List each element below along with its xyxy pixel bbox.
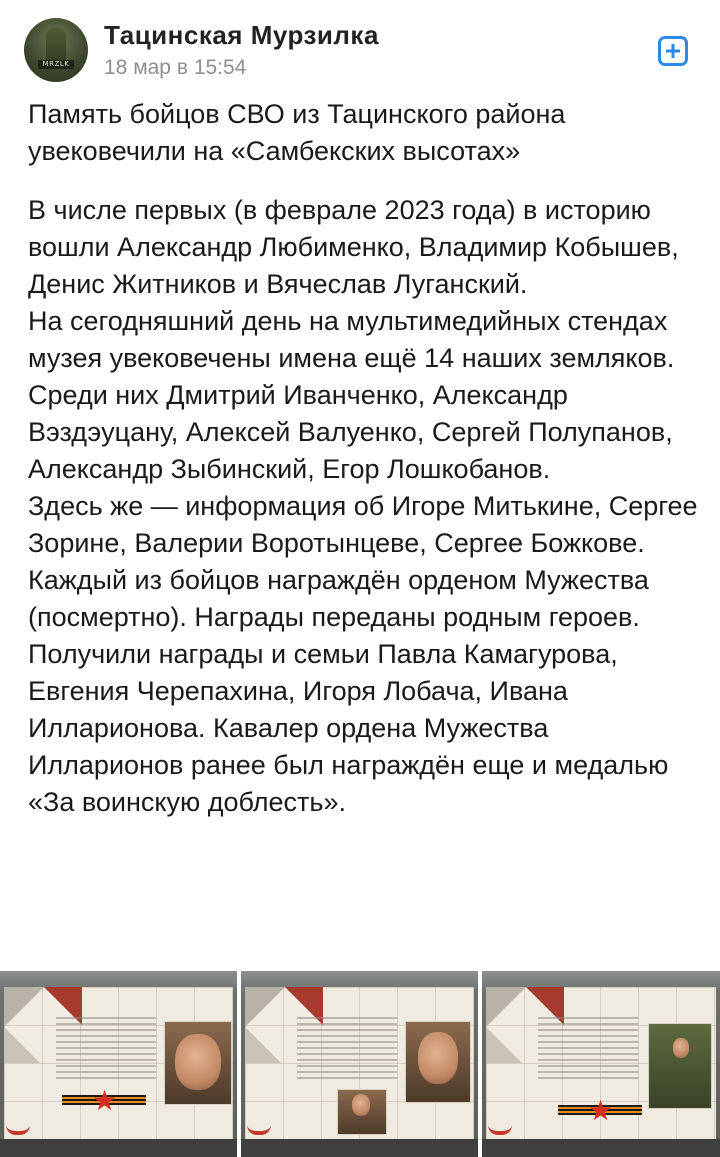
post-text — [28, 96, 704, 821]
portrait — [164, 1021, 232, 1105]
face — [175, 1034, 221, 1090]
stand-text — [538, 1017, 638, 1081]
decor-triangle — [245, 987, 285, 1027]
floor — [241, 1139, 478, 1157]
photo-thumbnail-2[interactable] — [241, 971, 478, 1157]
stand-text — [297, 1017, 397, 1081]
decor-triangle — [486, 987, 526, 1027]
post-paragraph: На сегодняшний день на мультимедийных стендах музея увековечены имена ещё 14 наших земляков. Среди них Дмитрий Иванченко, Александр Вэздэуцану, Алексей Валуенко, Сергей Полупанов, Александр Зыбинский, Егор Лошкобанов. — [28, 306, 675, 484]
post-paragraph: Здесь же — информация об Игоре Митькине, Сергее Зорине, Валерии Воротынцеве, Сергее Божкове. Каждый из бойцов награждён орденом Мужества (посмертно). Награды переданы родным героев. — [28, 491, 698, 632]
red-star-icon: ★ — [92, 1084, 118, 1117]
post-paragraph: Получили награды и семьи Павла Камагурова, Евгения Черепахина, Игоря Лобача, Ивана Илларионова. Кавалер ордена Мужества Илларионов ранее был награждён еще и медалью «За воинскую доблесть». — [28, 639, 669, 817]
post-date[interactable]: 18 мар в 15:54 — [104, 56, 247, 79]
decor-triangle — [4, 987, 44, 1027]
museum-logo-icon — [247, 1117, 271, 1135]
post-header — [0, 0, 720, 100]
plus-square-icon[interactable] — [658, 36, 688, 66]
museum-logo-icon — [488, 1117, 512, 1135]
photo-thumbnail-3[interactable] — [482, 971, 720, 1157]
stand-text — [56, 1017, 156, 1081]
avatar-label: MRZLK — [38, 60, 74, 69]
post-title: Память бойцов СВО из Тацинского района увековечили на «Самбекских высотах» — [28, 99, 566, 166]
museum-logo-icon — [6, 1117, 30, 1135]
post-paragraph: В числе первых (в феврале 2023 года) в историю вошли Александр Любименко, Владимир Кобышев, Денис Житников и Вячеслав Луганский. — [28, 195, 679, 299]
decor-triangle — [245, 1027, 281, 1063]
decor-triangle — [486, 1027, 522, 1063]
decor-triangle — [4, 1027, 40, 1063]
channel-name[interactable]: Тацинская Мурзилка — [104, 20, 379, 50]
channel-avatar[interactable] — [24, 18, 88, 82]
red-star-icon: ★ — [588, 1094, 614, 1127]
portrait — [405, 1021, 471, 1103]
floor — [0, 1139, 237, 1157]
face — [418, 1032, 458, 1084]
face — [352, 1094, 370, 1116]
photo-thumbnail-1[interactable] — [0, 971, 237, 1157]
face — [673, 1038, 689, 1058]
floor — [482, 1139, 720, 1157]
portrait — [648, 1023, 712, 1109]
photo-gallery — [0, 971, 720, 1157]
portrait-small — [337, 1089, 387, 1135]
